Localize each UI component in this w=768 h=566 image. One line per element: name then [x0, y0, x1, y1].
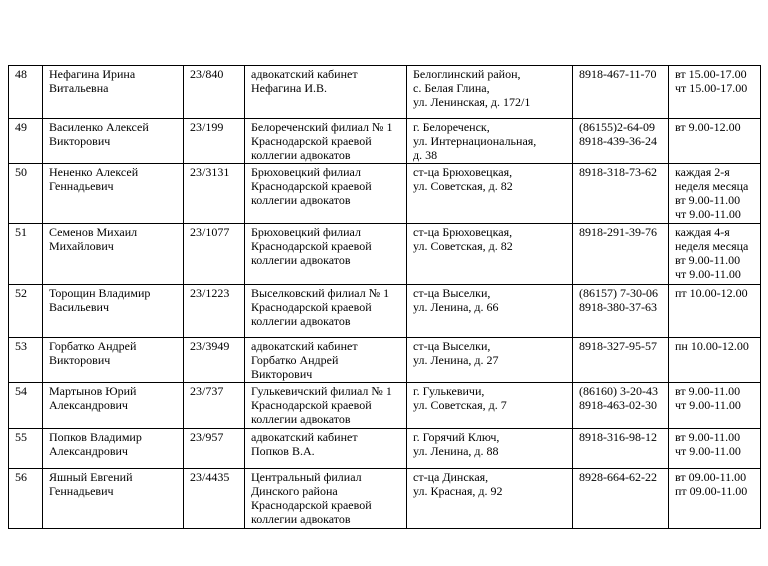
table-row	[9, 164, 761, 224]
organization-line: Динского района	[251, 484, 338, 498]
phone-cell	[573, 383, 669, 429]
reception-hours-line: вт 15.00-17.00	[675, 67, 747, 81]
organization-line: Выселковский филиал № 1	[251, 286, 390, 300]
phone-line: 8918-318-73-62	[579, 165, 657, 179]
address-line: ст-ца Брюховецкая,	[413, 225, 513, 239]
lawyer-name-line: Викторович	[49, 134, 111, 148]
lawyer-name-line: Нененко Алексей	[49, 165, 139, 179]
phone-line: (86155)2-64-09	[579, 120, 655, 134]
phone-cell	[573, 429, 669, 469]
address-line: ул. Ленина, д. 66	[413, 300, 499, 314]
organization-cell	[245, 285, 407, 338]
table-row	[9, 338, 761, 383]
address-line: ул. Красная, д. 92	[413, 484, 503, 498]
organization-line: Центральный филиал	[251, 470, 362, 484]
reception-hours-line: пн 10.00-12.00	[675, 339, 749, 353]
registry-number-cell: 23/3949	[184, 338, 245, 383]
reception-hours-cell	[669, 469, 761, 529]
phone-cell	[573, 119, 669, 164]
phone-cell	[573, 338, 669, 383]
address-line: Белоглинский район,	[413, 67, 521, 81]
row-number-cell: 54	[9, 383, 43, 429]
row-number-cell: 50	[9, 164, 43, 224]
address-line: г. Белореченск,	[413, 120, 490, 134]
row-number-cell: 51	[9, 224, 43, 285]
organization-cell	[245, 119, 407, 164]
lawyer-name-line: Яшный Евгений	[49, 470, 133, 484]
organization-cell	[245, 338, 407, 383]
table-row	[9, 224, 761, 285]
organization-line: Нефагина И.В.	[251, 81, 328, 95]
reception-hours-line: вт 9.00-11.00	[675, 384, 741, 398]
row-number-cell: 52	[9, 285, 43, 338]
reception-hours-line: вт 09.00-11.00	[675, 470, 747, 484]
lawyer-name-cell	[43, 383, 184, 429]
reception-hours-line: вт 9.00-11.00	[675, 193, 741, 207]
organization-line: адвокатский кабинет	[251, 430, 358, 444]
lawyer-name-line: Нефагина Ирина	[49, 67, 136, 81]
reception-hours-line: вт 9.00-12.00	[675, 120, 741, 134]
organization-line: Краснодарской краевой	[251, 498, 372, 512]
reception-hours-line: чт 15.00-17.00	[675, 81, 748, 95]
address-line: ул. Советская, д. 7	[413, 398, 507, 412]
reception-hours-cell	[669, 66, 761, 119]
address-line: г. Горячий Ключ,	[413, 430, 500, 444]
address-line: ул. Советская, д. 82	[413, 239, 513, 253]
registry-number-cell: 23/4435	[184, 469, 245, 529]
reception-hours-line: каждая 4-я	[675, 225, 730, 239]
organization-line: адвокатский кабинет	[251, 67, 358, 81]
organization-line: Краснодарской краевой	[251, 398, 372, 412]
lawyer-name-line: Витальевна	[49, 81, 109, 95]
lawyer-name-line: Александрович	[49, 444, 128, 458]
phone-line: 8928-664-62-22	[579, 470, 657, 484]
organization-line: Краснодарской краевой	[251, 179, 372, 193]
reception-hours-line: чт 9.00-11.00	[675, 267, 741, 281]
reception-hours-line: пт 09.00-11.00	[675, 484, 748, 498]
address-cell	[407, 429, 573, 469]
lawyer-name-line: Александрович	[49, 398, 128, 412]
reception-hours-line: каждая 2-я	[675, 165, 730, 179]
organization-line: Краснодарской краевой	[251, 134, 372, 148]
reception-hours-cell	[669, 164, 761, 224]
phone-cell	[573, 164, 669, 224]
organization-line: Брюховецкий филиал	[251, 165, 361, 179]
address-cell	[407, 383, 573, 429]
lawyer-name-line: Горбатко Андрей	[49, 339, 137, 353]
organization-line: коллегии адвокатов	[251, 512, 351, 526]
table-row	[9, 469, 761, 529]
lawyers-table	[8, 65, 761, 529]
organization-cell	[245, 383, 407, 429]
lawyer-name-cell	[43, 164, 184, 224]
address-cell	[407, 285, 573, 338]
row-number-cell: 55	[9, 429, 43, 469]
address-cell	[407, 66, 573, 119]
reception-hours-line: вт 9.00-11.00	[675, 253, 741, 267]
lawyer-name-cell	[43, 338, 184, 383]
lawyer-name-line: Торощин Владимир	[49, 286, 151, 300]
lawyer-name-line: Василенко Алексей	[49, 120, 149, 134]
lawyer-name-line: Васильевич	[49, 300, 109, 314]
table-body	[9, 66, 761, 529]
phone-line: 8918-291-39-76	[579, 225, 657, 239]
phone-line: (86157) 7-30-06	[579, 286, 658, 300]
row-number-cell: 53	[9, 338, 43, 383]
organization-cell	[245, 469, 407, 529]
reception-hours-line: чт 9.00-11.00	[675, 398, 741, 412]
address-line: ул. Ленина, д. 27	[413, 353, 499, 367]
address-cell	[407, 224, 573, 285]
address-line: ул. Интернациональная,	[413, 134, 537, 148]
organization-line: Викторович	[251, 367, 313, 381]
lawyer-name-line: Геннадьевич	[49, 484, 114, 498]
organization-line: адвокатский кабинет	[251, 339, 358, 353]
organization-line: Гулькевичский филиал № 1	[251, 384, 392, 398]
reception-hours-cell	[669, 285, 761, 338]
address-line: ст-ца Выселки,	[413, 339, 491, 353]
registry-number-cell: 23/957	[184, 429, 245, 469]
reception-hours-line: пт 10.00-12.00	[675, 286, 748, 300]
organization-line: коллегии адвокатов	[251, 253, 351, 267]
address-cell	[407, 338, 573, 383]
phone-line: 8918-327-95-57	[579, 339, 657, 353]
organization-line: Горбатко Андрей	[251, 353, 339, 367]
lawyer-name-line: Викторович	[49, 353, 111, 367]
phone-line: 8918-439-36-24	[579, 134, 657, 148]
phone-line: 8918-316-98-12	[579, 430, 657, 444]
lawyer-name-line: Попков Владимир	[49, 430, 142, 444]
registry-number-cell: 23/1223	[184, 285, 245, 338]
phone-line: 8918-467-11-70	[579, 67, 657, 81]
row-number-cell: 56	[9, 469, 43, 529]
address-cell	[407, 469, 573, 529]
phone-cell	[573, 469, 669, 529]
lawyer-name-line: Семенов Михаил	[49, 225, 138, 239]
organization-cell	[245, 224, 407, 285]
registry-number-cell: 23/840	[184, 66, 245, 119]
registry-number-cell: 23/737	[184, 383, 245, 429]
organization-line: Краснодарской краевой	[251, 300, 372, 314]
address-cell	[407, 164, 573, 224]
organization-line: Краснодарской краевой	[251, 239, 372, 253]
row-number-cell: 48	[9, 66, 43, 119]
reception-hours-line: вт 9.00-11.00	[675, 430, 741, 444]
address-line: ст-ца Выселки,	[413, 286, 491, 300]
organization-cell	[245, 164, 407, 224]
phone-line: 8918-380-37-63	[579, 300, 657, 314]
reception-hours-line: чт 9.00-11.00	[675, 444, 741, 458]
lawyer-name-cell	[43, 119, 184, 164]
organization-line: коллегии адвокатов	[251, 314, 351, 328]
organization-line: коллегии адвокатов	[251, 193, 351, 207]
registry-number-cell: 23/199	[184, 119, 245, 164]
phone-line: (86160) 3-20-43	[579, 384, 658, 398]
reception-hours-line: чт 9.00-11.00	[675, 207, 741, 221]
address-line: ст-ца Брюховецкая,	[413, 165, 513, 179]
reception-hours-line: неделя месяца	[675, 239, 749, 253]
address-line: ул. Ленинская, д. 172/1	[413, 95, 531, 109]
phone-cell	[573, 224, 669, 285]
lawyer-name-line: Геннадьевич	[49, 179, 114, 193]
organization-line: коллегии адвокатов	[251, 148, 351, 162]
lawyer-name-cell	[43, 66, 184, 119]
address-line: д. 38	[413, 148, 438, 162]
address-cell	[407, 119, 573, 164]
lawyer-name-cell	[43, 285, 184, 338]
organization-line: Попков В.А.	[251, 444, 315, 458]
organization-line: Брюховецкий филиал	[251, 225, 361, 239]
lawyer-name-cell	[43, 224, 184, 285]
lawyer-name-line: Мартынов Юрий	[49, 384, 137, 398]
address-line: ул. Ленина, д. 88	[413, 444, 499, 458]
lawyer-name-cell	[43, 469, 184, 529]
organization-line: Белореченский филиал № 1	[251, 120, 393, 134]
phone-line: 8918-463-02-30	[579, 398, 657, 412]
table-row	[9, 429, 761, 469]
phone-cell	[573, 285, 669, 338]
address-line: г. Гулькевичи,	[413, 384, 485, 398]
reception-hours-cell	[669, 119, 761, 164]
organization-cell	[245, 66, 407, 119]
address-line: ст-ца Динская,	[413, 470, 489, 484]
reception-hours-cell	[669, 338, 761, 383]
address-line: с. Белая Глина,	[413, 81, 490, 95]
lawyer-name-line: Михайлович	[49, 239, 114, 253]
row-number-cell: 49	[9, 119, 43, 164]
organization-cell	[245, 429, 407, 469]
registry-number-cell: 23/1077	[184, 224, 245, 285]
table-row	[9, 119, 761, 164]
table-row	[9, 66, 761, 119]
reception-hours-cell	[669, 224, 761, 285]
organization-line: коллегии адвокатов	[251, 412, 351, 426]
table-row	[9, 285, 761, 338]
lawyer-name-cell	[43, 429, 184, 469]
table-row	[9, 383, 761, 429]
reception-hours-cell	[669, 383, 761, 429]
address-line: ул. Советская, д. 82	[413, 179, 513, 193]
reception-hours-line: неделя месяца	[675, 179, 749, 193]
registry-number-cell: 23/3131	[184, 164, 245, 224]
reception-hours-cell	[669, 429, 761, 469]
phone-cell	[573, 66, 669, 119]
